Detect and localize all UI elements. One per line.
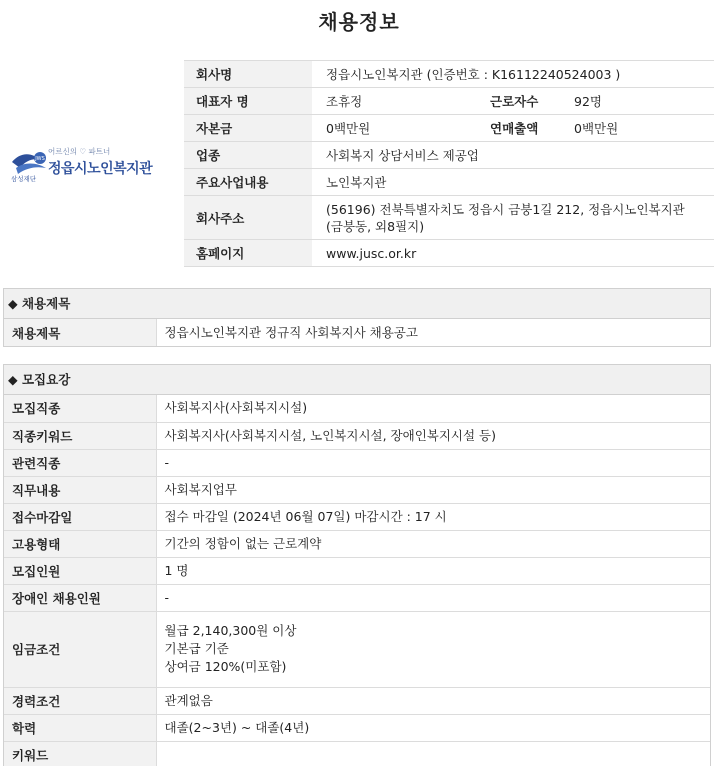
job-title-section [3, 288, 711, 347]
job-title-value: 정읍시노인복지관 정규직 사회복지사 채용공고 [164, 324, 418, 340]
company-info-table [184, 60, 714, 267]
homepage-label: 홈페이지 [184, 240, 312, 267]
company-logo [8, 140, 168, 190]
req-label: 관련직종 [4, 449, 156, 476]
req-value: 대졸(2~3년) ~ 대졸(4년) [156, 714, 710, 741]
req-value: 기간의 정함이 없는 근로계약 [156, 530, 710, 557]
req-label: 장애인 채용인원 [4, 584, 156, 611]
address-label: 회사주소 [184, 196, 312, 240]
capital-value: 0백만원 [312, 115, 482, 142]
req-row [4, 449, 710, 476]
svg-text:JWS: JWS [35, 156, 45, 162]
logo-name: 정읍시노인복지관 [48, 161, 153, 177]
req-label: 모집인원 [4, 557, 156, 584]
logo-sub: 삼성재단 [11, 175, 37, 183]
company-row-ceo [184, 88, 714, 115]
req-row [4, 611, 710, 687]
req-label: 직종키워드 [4, 422, 156, 449]
req-label: 직무내용 [4, 476, 156, 503]
req-label: 접수마감일 [4, 503, 156, 530]
requirements-section [3, 364, 711, 766]
job-title-heading: ◆ 채용제목 [4, 289, 710, 319]
req-value: 1 명 [156, 557, 710, 584]
job-title-row [4, 319, 710, 346]
req-value: - [156, 449, 710, 476]
homepage-value: www.jusc.or.kr [312, 240, 714, 267]
logo-slogan: 어르신의 ♡ 파트너 [48, 147, 111, 156]
company-row-business [184, 169, 714, 196]
req-value [156, 741, 710, 766]
req-value: 사회복지업무 [156, 476, 710, 503]
page-title: 채용정보 [318, 10, 400, 34]
company-row-capital [184, 115, 714, 142]
wage-line: 상여금 120%(미포함) [164, 659, 287, 674]
req-value: 사회복지사(사회복지시설) [156, 395, 710, 422]
req-value: - [156, 584, 710, 611]
req-value: 접수 마감일 (2024년 06월 07일) 마감시간 : 17 시 [156, 503, 710, 530]
business-label: 주요사업내용 [184, 169, 312, 196]
req-label: 학력 [4, 714, 156, 741]
sales-label: 연매출액 [482, 115, 560, 142]
req-row [4, 584, 710, 611]
req-row [4, 714, 710, 741]
req-row [4, 395, 710, 422]
wage-line: 월급 2,140,300원 이상 [164, 623, 297, 638]
req-label: 키워드 [4, 741, 156, 766]
company-name-value: 정읍시노인복지관 (인증번호 : K16112240524003 ) [312, 61, 714, 88]
address-value: (56196) 전북특별자치도 정읍시 금붕1길 212, 정읍시노인복지관 (금붕동, 외8필지) [312, 196, 714, 240]
ceo-label: 대표자 명 [184, 88, 312, 115]
req-value: 사회복지사(사회복지시설, 노인복지시설, 장애인복지시설 등) [156, 422, 710, 449]
job-title-label: 채용제목 [4, 319, 156, 346]
company-row-industry [184, 142, 714, 169]
ceo-value: 조휴정 [312, 88, 482, 115]
company-row-homepage [184, 240, 714, 267]
req-value: 관계없음 [156, 687, 710, 714]
capital-label: 자본금 [184, 115, 312, 142]
req-row [4, 741, 710, 766]
employees-label: 근로자수 [482, 88, 560, 115]
sales-value: 0백만원 [560, 115, 714, 142]
req-row [4, 557, 710, 584]
industry-value: 사회복지 상담서비스 제공업 [312, 142, 714, 169]
company-name-label: 회사명 [184, 61, 312, 88]
req-label: 임금조건 [4, 611, 156, 687]
wage-line: 기본급 기준 [164, 641, 229, 656]
wage-value [156, 611, 710, 687]
req-label: 경력조건 [4, 687, 156, 714]
business-value: 노인복지관 [312, 169, 714, 196]
req-label: 고용형태 [4, 530, 156, 557]
company-row-address [184, 196, 714, 240]
req-row [4, 476, 710, 503]
industry-label: 업종 [184, 142, 312, 169]
req-label: 모집직종 [4, 395, 156, 422]
requirements-heading: ◆ 모집요강 [4, 365, 710, 395]
req-row [4, 530, 710, 557]
req-row [4, 422, 710, 449]
req-row [4, 687, 710, 714]
company-row-name [184, 61, 714, 88]
employees-value: 92명 [560, 88, 714, 115]
req-row [4, 503, 710, 530]
